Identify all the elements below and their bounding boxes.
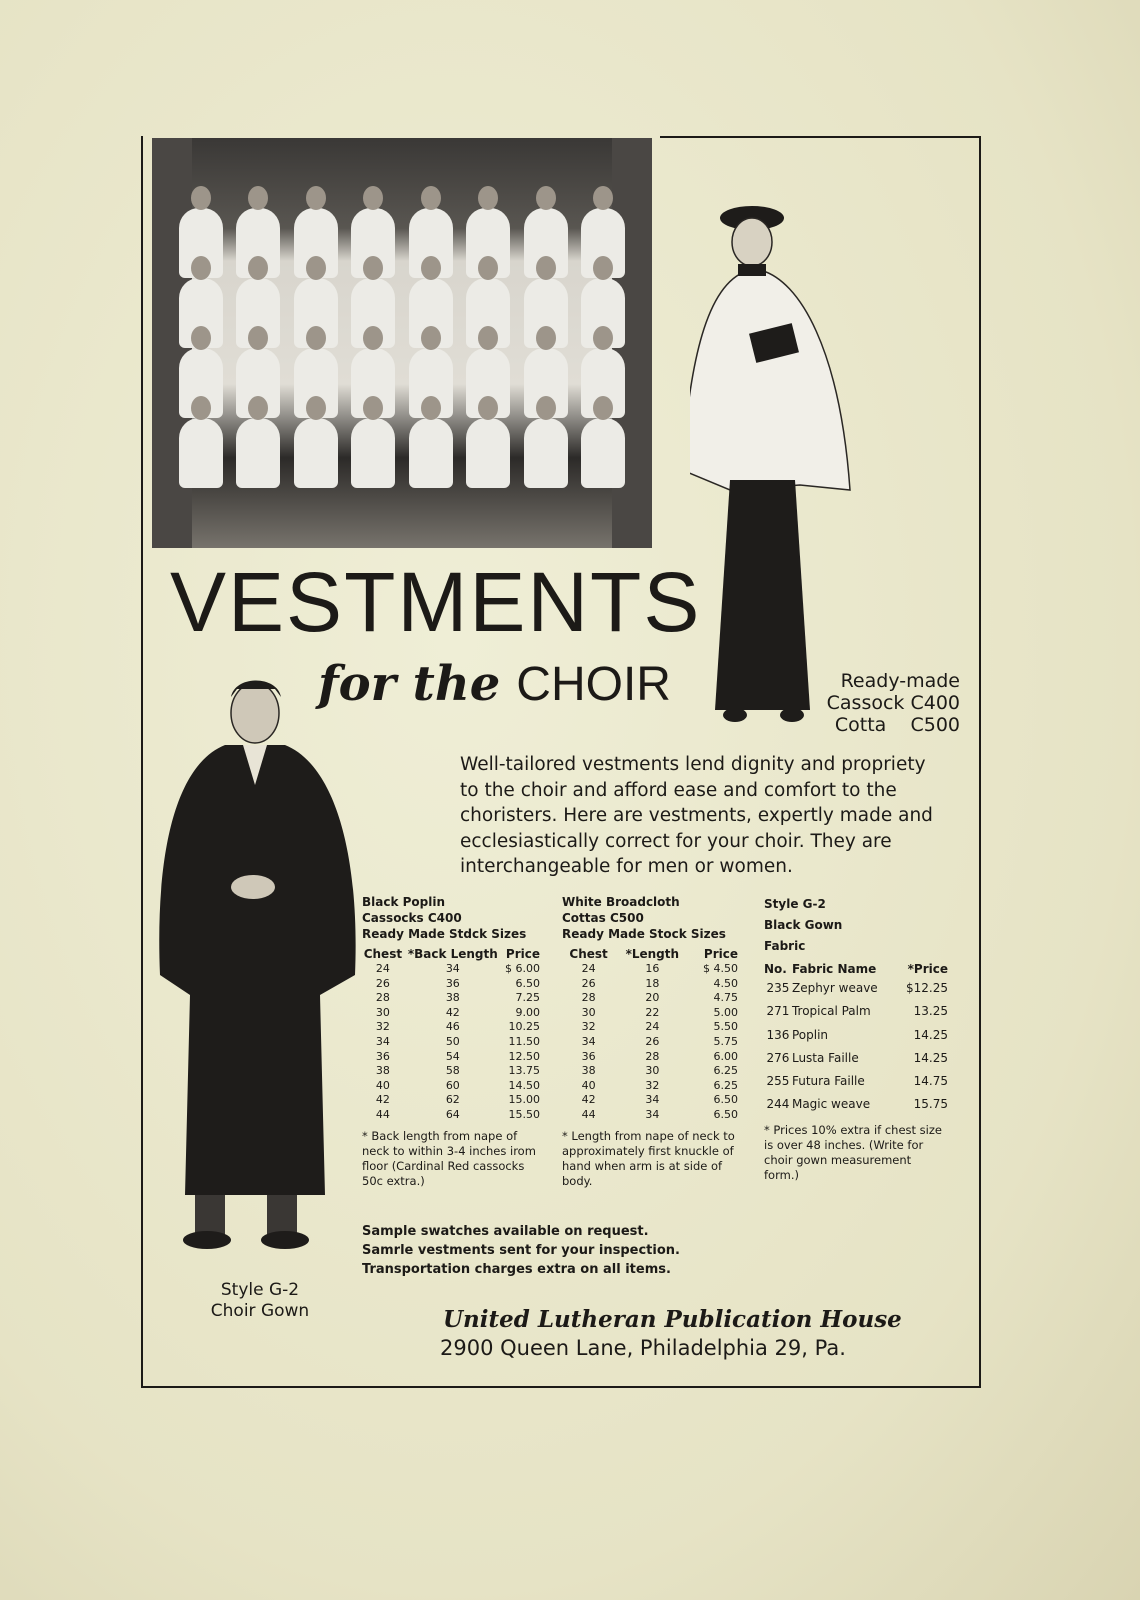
cottas-table [562,946,738,1123]
table-row [562,1006,738,1021]
table-cell: 28 [645,1049,660,1063]
table-cell: 14.75 [913,1074,948,1089]
table-row [764,1000,948,1023]
man-choir-gown-illustration [155,675,360,1260]
table-cell: Magic weave [791,1097,871,1112]
sample-line: Transportation charges extra on all items. [362,1262,671,1277]
table-cell: 11.50 [508,1034,540,1048]
publisher-address: 2900 Queen Lane, Philadelphia 29, Pa. [440,1336,846,1360]
table-heading: Black Gown [764,918,843,932]
table-cell: 38 [581,1064,596,1078]
column-header: Price [505,947,540,961]
table-row [764,1024,948,1047]
subtitle-choir: CHOIR [516,658,671,711]
table-cell: 10.25 [508,1020,540,1034]
table-cell: 20 [645,991,660,1005]
table-cell: Lusta Faille [791,1050,859,1065]
table-cell: 15.75 [913,1097,948,1112]
table-cell: 14.25 [913,1027,948,1042]
table-heading: Ready Made Stock Sizes [562,927,726,941]
gowns-table [764,961,948,1117]
table-row [562,1064,738,1079]
table-cell: 32 [581,1020,596,1034]
gown-style-caption [195,1280,325,1322]
column-header: *Back Length [407,947,498,961]
table-row [764,1070,948,1093]
table-cell: 40 [375,1078,390,1092]
cassocks-price-table [362,894,540,1189]
table-cell: 46 [445,1020,460,1034]
column-header: Chest [569,947,608,961]
table-row [362,1006,540,1021]
chorister-figure [409,418,453,488]
table-cell: 22 [645,1005,660,1019]
table-cell: 6.25 [713,1064,738,1078]
table-cell: 14.50 [508,1078,540,1092]
table-cell: 6.25 [713,1078,738,1092]
table-row [362,991,540,1006]
table-cell: 36 [581,1049,596,1063]
table-cell: 26 [645,1034,660,1048]
table-heading: White Broadcloth [562,895,680,909]
table-cell: 6.50 [713,1107,738,1121]
headline-for-the-choir [318,656,671,712]
table-cell: 28 [375,991,390,1005]
table-cell: 36 [375,1049,390,1063]
table-cell: 6.50 [713,1093,738,1107]
table-cell: 34 [445,962,460,975]
table-cell: 13.25 [913,1004,948,1019]
table-heading: Cassocks C400 [362,911,462,925]
table-row [362,1079,540,1094]
chorister-figure [236,418,280,488]
table-cell: Zephyr weave [791,981,878,995]
chorister-figure [466,418,510,488]
readymade-caption [790,670,960,736]
photo-row [172,278,632,348]
table-row [362,1064,540,1079]
column-header: Chest [363,947,403,961]
table-cell: 4.50 [713,976,738,990]
ad-border-top [660,136,981,138]
chorister-figure [351,418,395,488]
table-cell: 18 [645,976,660,990]
chorister-figure [179,418,223,488]
table-cell: 24 [645,1020,660,1034]
table-row [562,977,738,992]
table-cell: 6.00 [713,1049,738,1063]
table-cell: 36 [445,976,460,990]
table-cell: 42 [375,1093,390,1107]
column-header: *Length [625,947,680,961]
table-cell: 26 [375,976,390,990]
table-cell: 58 [445,1064,460,1078]
table-cell: 28 [581,991,596,1005]
publisher-name: United Lutheran Publication House [443,1306,902,1333]
table-cell: 50 [445,1034,460,1048]
table-cell: 276 [766,1050,790,1065]
table-cell: 34 [645,1107,660,1121]
sample-line: Samrle vestments sent for your inspection. [362,1243,680,1258]
table-cell: 15.50 [508,1107,540,1121]
table-cell: 38 [375,1064,390,1078]
table-cell: 32 [645,1078,660,1092]
table-cell: $ 6.00 [505,962,540,975]
intro-paragraph: Well-tailored vestments lend dignity and propriety to the choir and afford ease and comfort to the choristers. Here are vestments, expertly made and ecclesiastically correct for your choir. They are interchangeable for men or women. [460,754,933,877]
table-row [562,1093,738,1108]
chorister-figure [524,418,568,488]
table-cell: 15.00 [508,1093,540,1107]
table-row [362,1020,540,1035]
table-row [562,1035,738,1050]
subtitle-script: for the [318,656,501,712]
table-cell: 34 [581,1034,596,1048]
table-cell: 42 [445,1005,460,1019]
table-cell: 30 [375,1005,390,1019]
table-cell: 42 [581,1093,596,1107]
table-row [362,1093,540,1108]
column-header: Price [703,947,738,961]
table-cell: 6.50 [515,976,540,990]
table-cell: 12.50 [508,1049,540,1063]
table-cell: 244 [766,1097,790,1112]
cottas-price-table [562,894,738,1189]
headline-vestments: VESTMENTS [170,555,702,649]
photo-row [172,208,632,278]
caption-line: Cassock C400 [826,692,960,714]
table-row [764,1047,948,1070]
table-cell: 4.75 [713,991,738,1005]
table-cell: 26 [581,976,596,990]
table-cell: 40 [581,1078,596,1092]
table-row [562,1050,738,1065]
table-cell: 44 [375,1107,390,1121]
table-cell: $ 4.50 [703,962,738,975]
column-header: No. [764,962,787,976]
table-cell: 5.75 [713,1034,738,1048]
table-cell: 271 [766,1004,790,1019]
table-cell: 34 [375,1034,390,1048]
table-row [562,962,738,977]
table-cell: 44 [581,1107,596,1121]
table-row [562,1079,738,1094]
table-cell: 14.25 [913,1050,948,1065]
table-cell: Tropical Palm [791,1004,871,1019]
table-footnote: * Length from nape of neck to approximately first knuckle of hand when arm is at side of body. [562,1128,735,1188]
table-cell: 24 [581,962,596,975]
choir-group-photo [152,138,652,548]
caption-line: Choir Gown [210,1301,310,1321]
table-row [764,977,948,1000]
caption-line: Cotta C500 [834,714,960,736]
table-cell: Futura Faille [791,1074,865,1089]
photo-row [172,348,632,418]
column-header: *Price [907,962,948,976]
table-cell: 62 [445,1093,460,1107]
table-row [362,1108,540,1123]
table-cell: Poplin [791,1027,829,1042]
table-cell: 13.75 [508,1064,540,1078]
table-cell: 16 [645,962,660,975]
table-cell: 38 [445,991,460,1005]
cassocks-table [362,946,540,1123]
table-row [562,1020,738,1035]
chorister-figure [294,418,338,488]
table-cell: 5.50 [713,1020,738,1034]
sample-notes [362,1222,680,1279]
table-cell: 24 [375,962,390,975]
table-footnote: * Back length from nape of neck to within 3-4 inches irom floor (Cardinal Red cassocks 50c extra.) [362,1128,536,1188]
table-cell: 32 [375,1020,390,1034]
table-cell: 30 [645,1064,660,1078]
table-row [764,1093,948,1116]
photo-row [172,418,632,488]
chorister-figure [581,418,625,488]
table-cell: 9.00 [515,1005,540,1019]
column-header: Fabric Name [791,962,877,976]
table-cell: 136 [766,1027,790,1042]
table-cell: 54 [445,1049,460,1063]
table-cell: 7.25 [515,991,540,1005]
table-cell: 60 [445,1078,460,1092]
table-heading: Fabric [764,939,806,953]
gown-fabric-table [764,894,948,1183]
table-cell: 30 [581,1005,596,1019]
table-heading: Ready Made Stdck Sizes [362,927,527,941]
table-cell: $12.25 [906,981,948,995]
table-row [362,1050,540,1065]
table-row [562,1108,738,1123]
sample-line: Sample swatches available on request. [362,1224,649,1239]
caption-line: Ready-made [840,670,960,692]
table-cell: 255 [766,1074,790,1089]
table-heading: Style G-2 [764,897,826,911]
table-row [362,977,540,992]
caption-line: Style G-2 [220,1280,300,1300]
table-cell: 34 [645,1093,660,1107]
table-row [362,962,540,977]
table-cell: 64 [445,1107,460,1121]
table-heading: Cottas C500 [562,911,644,925]
table-row [362,1035,540,1050]
table-cell: 5.00 [713,1005,738,1019]
table-row [562,991,738,1006]
table-cell: 235 [766,981,790,995]
woman-cassock-cotta-illustration [690,200,855,735]
table-heading: Black Poplin [362,895,446,909]
table-footnote: * Prices 10% extra if chest size is over 48 inches. (Write for choir gown measurement form.) [764,1122,942,1182]
